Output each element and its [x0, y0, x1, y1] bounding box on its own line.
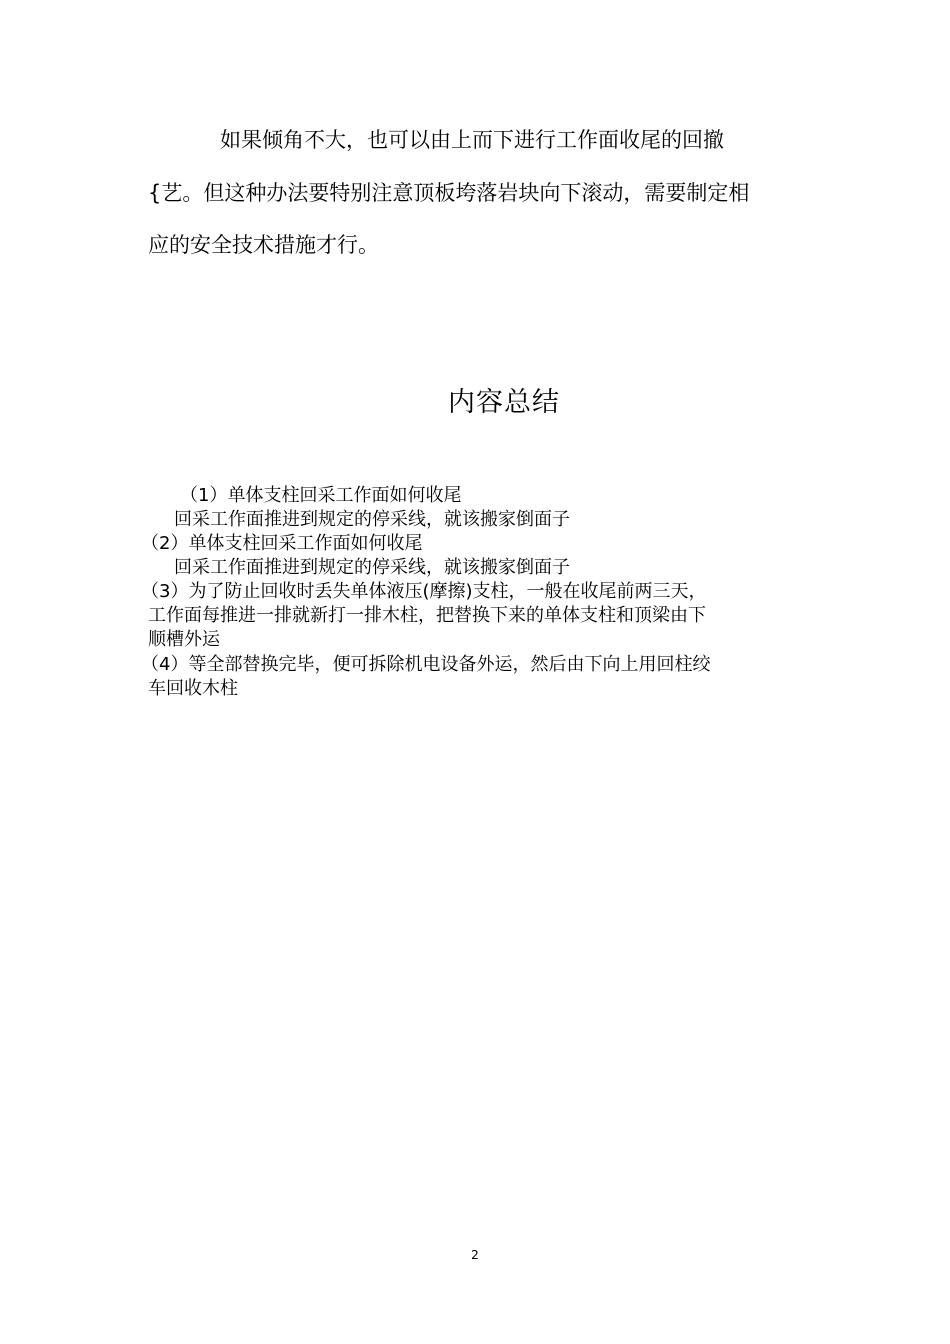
summary-line-1: （1）单体支柱回采工作面如何收尾 — [180, 485, 462, 506]
summary-line-7: 顺槽外运 — [148, 629, 220, 650]
summary-line-4: 回采工作面推进到规定的停采线，就该搬家倒面子 — [174, 557, 570, 578]
body-paragraph-line-2: {艺。但这种办法要特别注意顶板垮落岩块向下滚动，需要制定相 — [148, 181, 750, 205]
summary-line-2: 回采工作面推进到规定的停采线，就该搬家倒面子 — [174, 509, 570, 530]
summary-line-9: 车回收木柱 — [148, 678, 238, 699]
summary-line-6: 工作面每推进一排就新打一排木柱，把替换下来的单体支柱和顶梁由下 — [148, 605, 706, 626]
summary-line-5: （3）为了防止回收时丢失单体液压(摩擦)支柱，一般在收尾前两三天， — [141, 581, 707, 602]
summary-line-8: （4）等全部替换完毕，便可拆除机电设备外运，然后由下向上用回柱绞 — [141, 654, 711, 675]
page-number: 2 — [471, 1248, 479, 1262]
summary-line-3: （2）单体支柱回采工作面如何收尾 — [141, 533, 423, 554]
body-paragraph-line-1: 如果倾角不大，也可以由上而下进行工作面收尾的回撤 — [220, 128, 724, 152]
body-paragraph-line-3: 应的安全技术措施才行。 — [148, 233, 379, 257]
summary-title: 内容总结 — [448, 387, 560, 418]
